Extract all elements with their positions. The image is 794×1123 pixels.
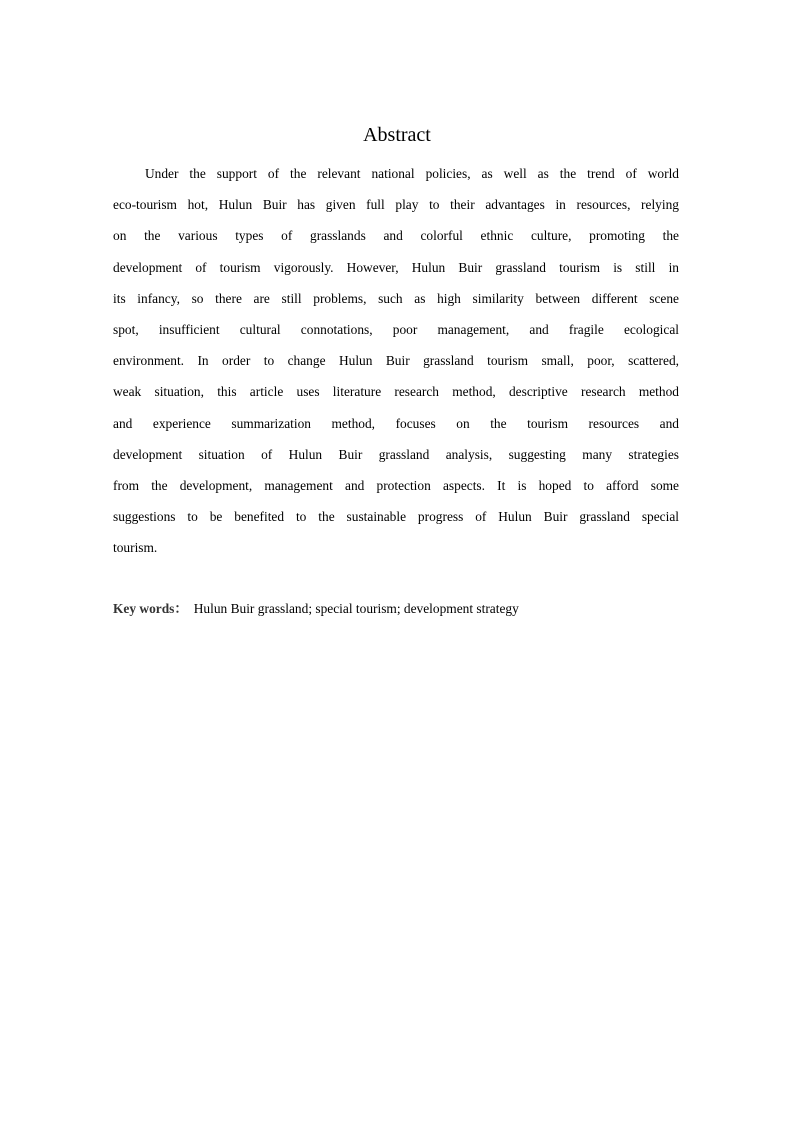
abstract-line: spot, insufficient cultural connotations, poor management, and fragile ecological (113, 321, 679, 337)
keywords-row (113, 596, 679, 622)
abstract-line: weak situation, this article uses literature research method, descriptive research method (113, 384, 679, 400)
abstract-line: its infancy, so there are still problems, such as high similarity between different scene (113, 290, 679, 306)
abstract-body (113, 158, 679, 563)
abstract-line: suggestions to be benefited to the sustainable progress of Hulun Buir grassland special (113, 509, 679, 525)
abstract-title: Abstract (363, 124, 431, 146)
abstract-line: from the development, management and protection aspects. It is hoped to afford some (113, 477, 679, 493)
keywords-label: Key words (113, 601, 175, 616)
abstract-line: environment. In order to change Hulun Buir grassland tourism small, poor, scattered, (113, 353, 679, 369)
abstract-line: on the various types of grasslands and colorful ethnic culture, promoting the (113, 228, 679, 244)
abstract-line: and experience summarization method, focuses on the tourism resources and (113, 415, 679, 431)
abstract-line: eco-tourism hot, Hulun Buir has given full play to their advantages in resources, relying (113, 197, 679, 213)
keywords-separator: ： (174, 601, 188, 616)
keywords-value: Hulun Buir grassland; special tourism; development strategy (193, 601, 519, 616)
abstract-line: development of tourism vigorously. However, Hulun Buir grassland tourism is still in (113, 259, 679, 275)
abstract-line: Under the support of the relevant national policies, as well as the trend of world (145, 166, 679, 181)
abstract-line: development situation of Hulun Buir grassland analysis, suggesting many strategies (113, 446, 679, 462)
abstract-line: tourism. (113, 540, 158, 556)
